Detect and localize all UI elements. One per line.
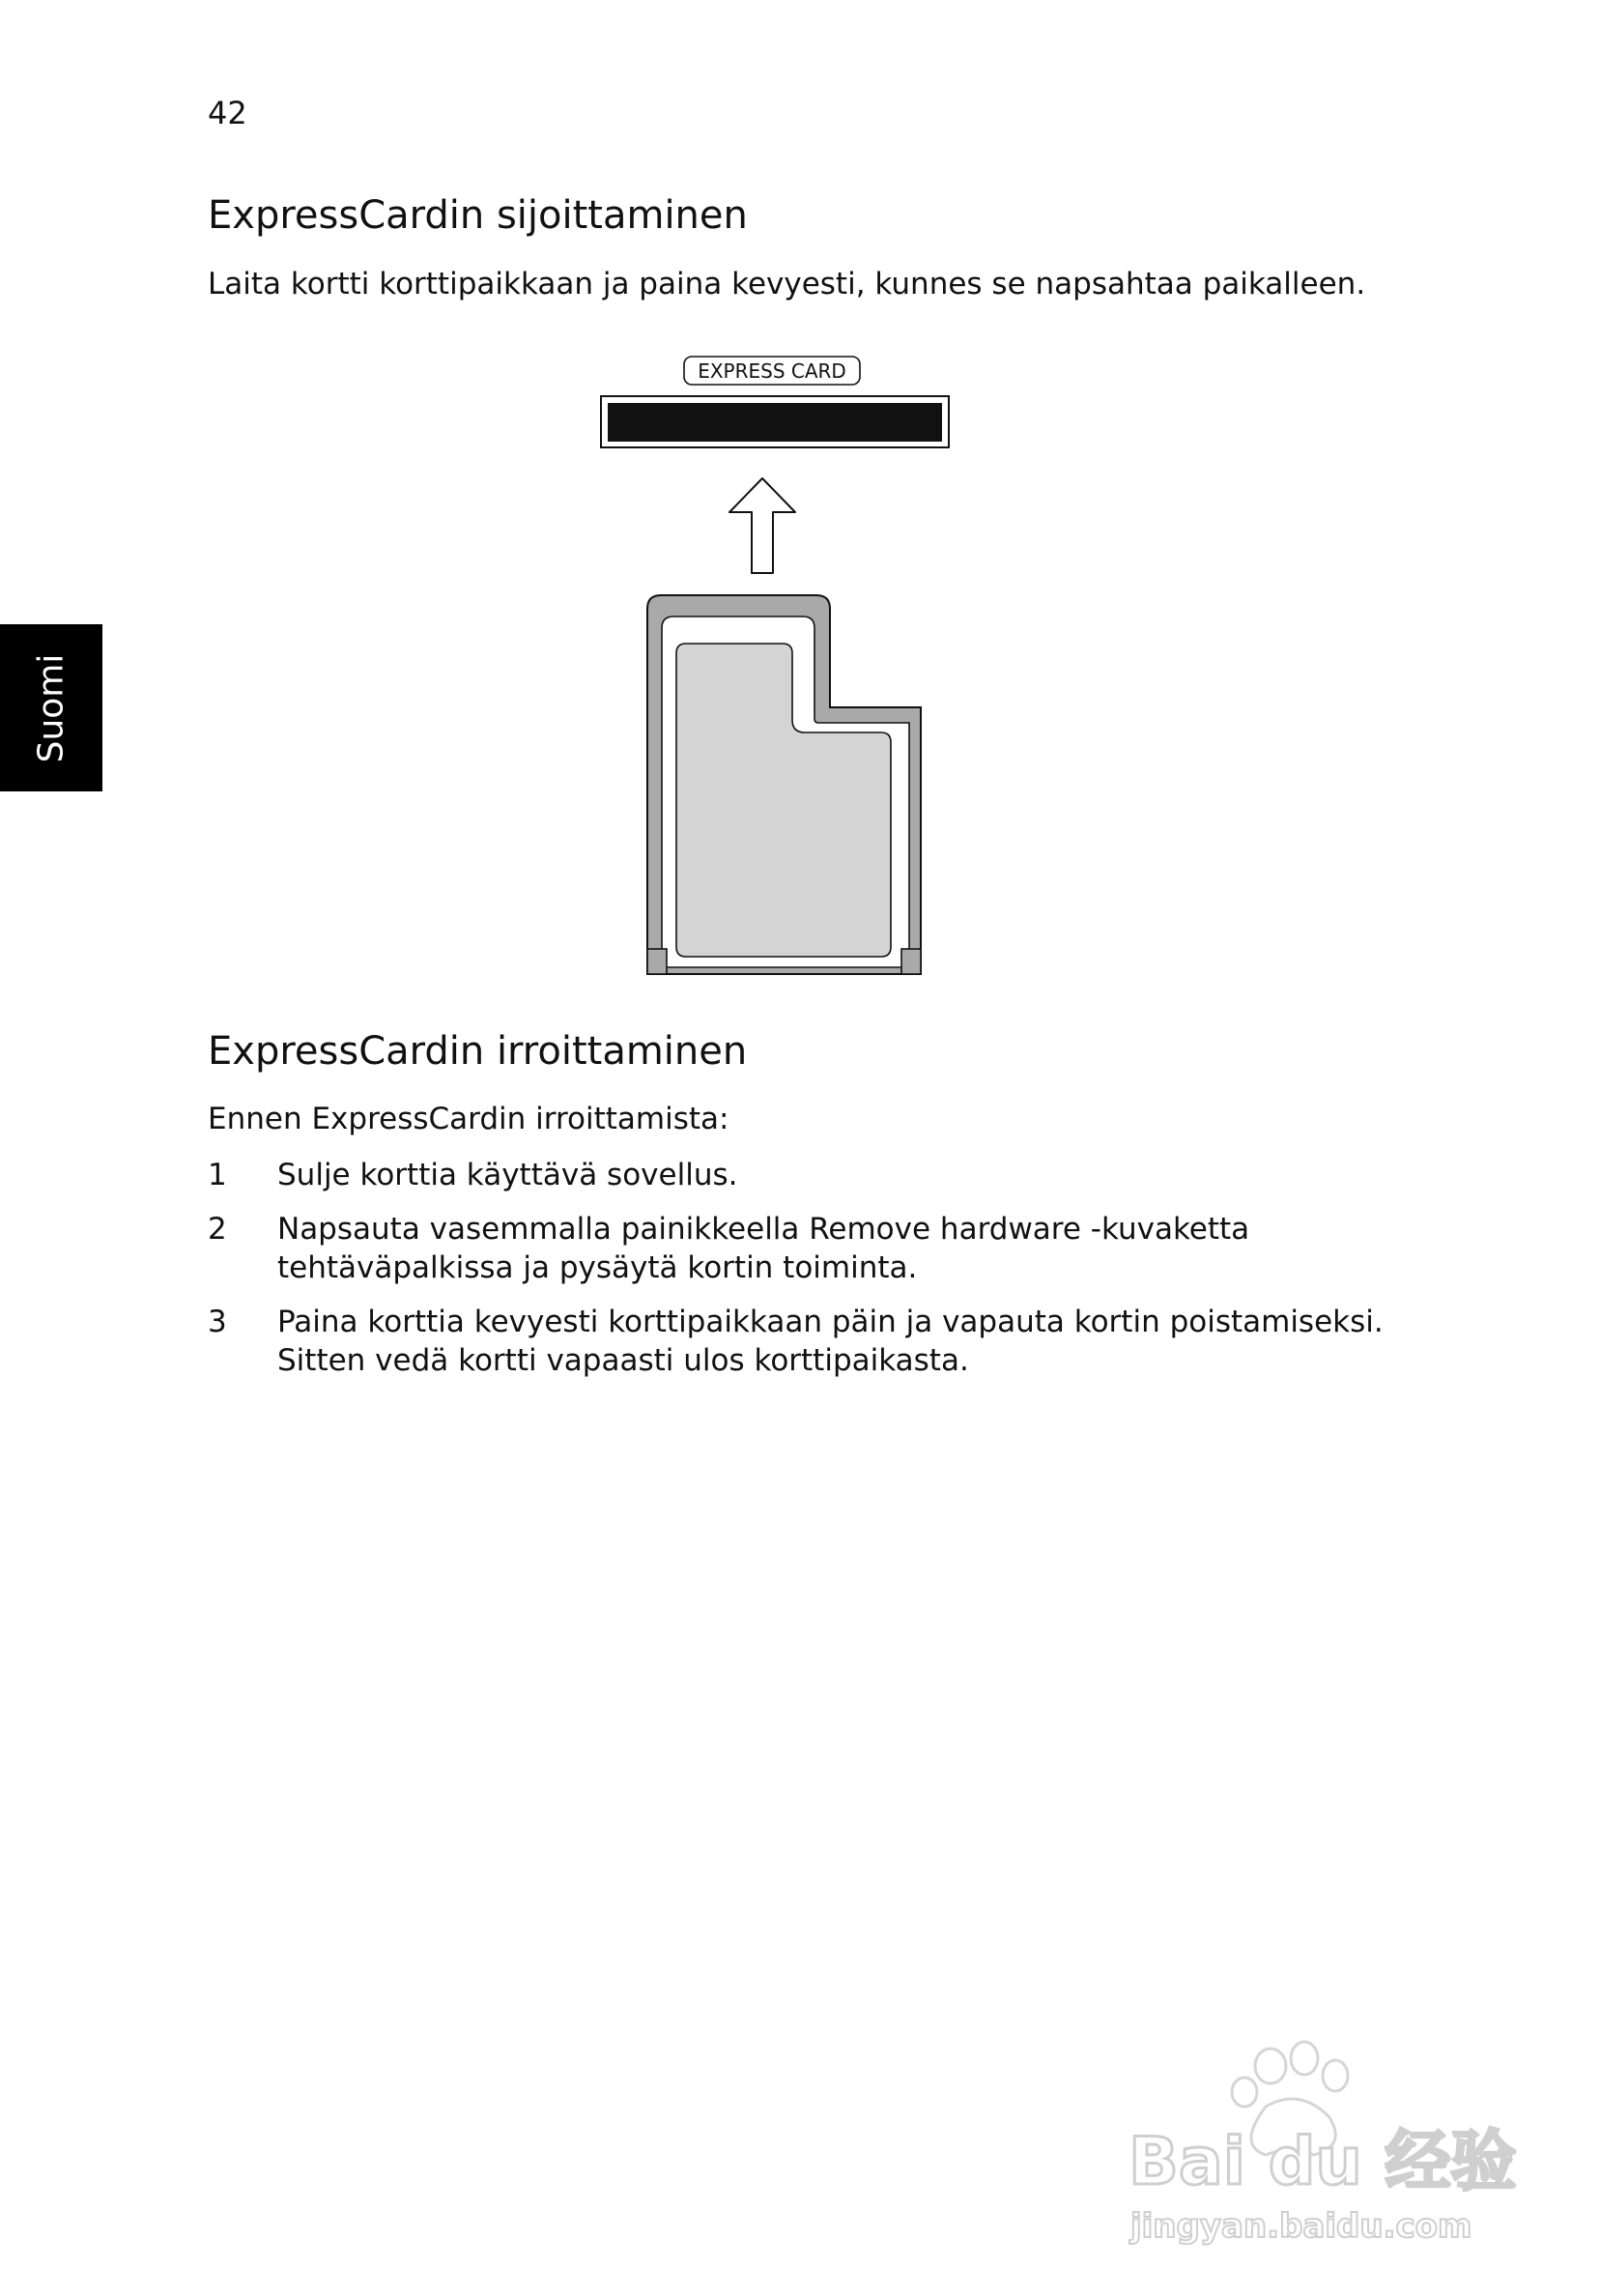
removal-steps-list (208, 1156, 1425, 1395)
card-corner-notch-right (901, 949, 921, 974)
section-insert-heading: ExpressCardin sijoittaminen (208, 193, 748, 238)
list-item (208, 1210, 1425, 1287)
expresscard-insertion-figure (580, 348, 986, 986)
list-item (208, 1156, 1425, 1194)
card-slot-opening (608, 403, 942, 442)
step-number: 1 (208, 1158, 227, 1192)
section-remove-intro: Ennen ExpressCardin irroittamista: (208, 1102, 729, 1136)
step-text: Napsauta vasemmalla painikkeella Remove hardware -kuvaketta tehtäväpalkissa ja pysäytä kortin toiminta. (277, 1212, 1250, 1285)
watermark-url-text: jingyan.baidu.com (1130, 2207, 1472, 2246)
section-insert-body: Laita kortti korttipaikkaan ja paina kevyesti, kunnes se napsahtaa paikalleen. (208, 267, 1366, 301)
step-number: 2 (208, 1212, 227, 1247)
card-corner-notch-left (647, 949, 667, 974)
watermark-brand-text: Bai du 经验 (1129, 2124, 1517, 2200)
expresscard-label-area (676, 644, 891, 957)
baidu-jingyan-watermark (1121, 2039, 1517, 2252)
step-text: Paina korttia kevyesti korttipaikkaan päin ja vapauta kortin poistamiseksi. Sitten vedä kortti vapaasti ulos korttipaikasta. (277, 1305, 1384, 1378)
language-side-tab (0, 624, 102, 791)
slot-label-text: EXPRESS CARD (698, 359, 846, 383)
page-number: 42 (208, 95, 247, 131)
step-number: 3 (208, 1305, 227, 1339)
step-text: Sulje korttia käyttävä sovellus. (277, 1158, 738, 1192)
section-remove-heading: ExpressCardin irroittaminen (208, 1029, 748, 1074)
language-side-tab-label: Suomi (31, 653, 71, 762)
list-item (208, 1303, 1425, 1380)
insert-direction-arrow (729, 478, 795, 573)
